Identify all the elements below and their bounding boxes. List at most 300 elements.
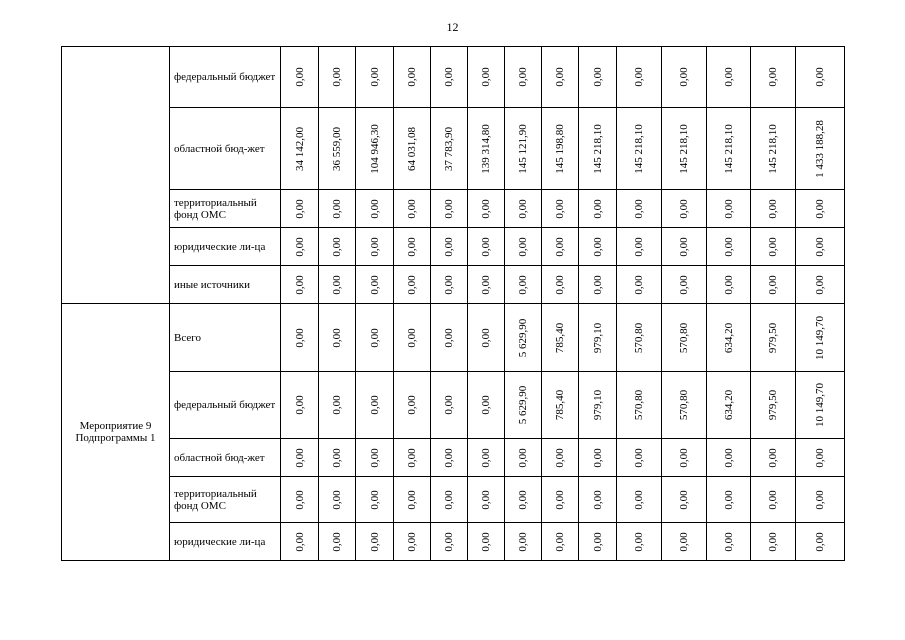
value-text: 0,00 — [814, 447, 826, 468]
value-text: 0,00 — [814, 67, 826, 87]
value-cell — [319, 439, 356, 477]
value-cell — [319, 372, 356, 439]
value-cell — [356, 477, 394, 523]
value-cell — [662, 228, 707, 266]
value-text: 0,00 — [443, 327, 455, 348]
value-text: 0,00 — [591, 531, 604, 552]
table-row — [62, 108, 845, 190]
value-text: 0,00 — [406, 274, 418, 295]
value-cell — [505, 477, 542, 523]
value-cell — [319, 47, 356, 108]
value-text: 0,00 — [443, 67, 455, 87]
value-cell — [579, 108, 617, 190]
value-text: 0,00 — [406, 198, 418, 219]
value-cell — [468, 228, 505, 266]
value-text: 0,00 — [633, 274, 645, 295]
value-cell — [394, 190, 431, 228]
value-cell — [662, 477, 707, 523]
value-text: 0,00 — [722, 236, 735, 257]
value-cell — [751, 304, 796, 372]
value-cell — [468, 304, 505, 372]
value-text: 0,00 — [767, 274, 779, 295]
value-cell — [579, 190, 617, 228]
value-text: 0,00 — [293, 327, 306, 348]
value-cell — [394, 108, 431, 190]
value-cell — [662, 439, 707, 477]
value-cell — [281, 47, 319, 108]
value-text: 37 783,90 — [443, 126, 455, 171]
table-row — [62, 47, 845, 108]
value-text: 0,00 — [406, 489, 418, 510]
value-cell — [617, 523, 662, 561]
value-text: 5 629,90 — [517, 318, 529, 357]
value-text: 0,00 — [678, 236, 690, 257]
value-cell — [356, 439, 394, 477]
value-cell — [394, 477, 431, 523]
value-text: 139 314,80 — [480, 123, 492, 174]
value-cell — [707, 304, 751, 372]
value-cell — [662, 190, 707, 228]
value-text: 0,00 — [368, 489, 381, 510]
value-cell — [751, 47, 796, 108]
value-text: 0,00 — [767, 236, 779, 257]
value-text: 0,00 — [368, 447, 381, 468]
value-cell — [707, 477, 751, 523]
value-text: 0,00 — [443, 395, 455, 415]
value-text: 0,00 — [480, 327, 492, 348]
table-row — [62, 523, 845, 561]
value-text: 0,00 — [480, 198, 492, 219]
value-text: 145 218,10 — [767, 123, 779, 174]
value-text: 0,00 — [554, 447, 566, 468]
value-cell — [319, 266, 356, 304]
value-text: 0,00 — [554, 489, 566, 510]
value-cell — [431, 266, 468, 304]
value-cell — [796, 372, 845, 439]
value-cell — [579, 477, 617, 523]
value-cell — [319, 304, 356, 372]
value-text: 0,00 — [406, 327, 418, 348]
value-text: 0,00 — [767, 67, 779, 87]
value-text: 0,00 — [554, 274, 566, 295]
value-text: 785,40 — [554, 389, 566, 421]
value-cell — [431, 47, 468, 108]
value-cell — [468, 372, 505, 439]
value-text: 0,00 — [480, 395, 492, 415]
value-cell — [542, 304, 579, 372]
value-cell — [394, 372, 431, 439]
value-text: 0,00 — [406, 236, 418, 257]
funding-source-cell: юридические ли-ца — [170, 228, 281, 266]
value-cell — [319, 523, 356, 561]
value-cell — [356, 266, 394, 304]
table-row — [62, 190, 845, 228]
value-text: 0,00 — [293, 236, 306, 257]
value-text: 0,00 — [517, 198, 529, 219]
value-cell — [281, 477, 319, 523]
value-cell — [394, 47, 431, 108]
value-cell — [505, 228, 542, 266]
value-text: 0,00 — [331, 531, 343, 552]
value-cell — [662, 266, 707, 304]
value-text: 979,10 — [591, 389, 604, 421]
value-cell — [707, 439, 751, 477]
value-text: 145 218,10 — [722, 123, 735, 174]
value-cell — [505, 523, 542, 561]
value-text: 0,00 — [443, 274, 455, 295]
value-cell — [707, 190, 751, 228]
value-cell — [707, 108, 751, 190]
value-cell — [796, 108, 845, 190]
value-cell — [468, 108, 505, 190]
value-cell — [542, 523, 579, 561]
value-cell — [751, 228, 796, 266]
value-text: 36 559,00 — [331, 126, 343, 171]
value-text: 0,00 — [517, 274, 529, 295]
value-cell — [281, 372, 319, 439]
event-name-cell — [62, 47, 170, 304]
value-cell — [468, 190, 505, 228]
value-text: 0,00 — [633, 236, 645, 257]
funding-source-cell: территориальный фонд ОМС — [170, 190, 281, 228]
value-cell — [751, 372, 796, 439]
value-text: 0,00 — [554, 236, 566, 257]
value-text: 0,00 — [633, 531, 645, 552]
value-text: 0,00 — [678, 274, 690, 295]
value-cell — [617, 190, 662, 228]
value-cell — [796, 304, 845, 372]
value-text: 0,00 — [517, 531, 529, 552]
value-cell — [281, 439, 319, 477]
value-cell — [468, 477, 505, 523]
value-text: 634,20 — [722, 322, 735, 353]
value-cell — [617, 439, 662, 477]
value-text: 0,00 — [678, 67, 690, 87]
funding-source-cell: федеральный бюджет — [170, 47, 281, 108]
value-text: 0,00 — [517, 236, 529, 257]
funding-source-cell: территориальный фонд ОМС — [170, 477, 281, 523]
value-text: 0,00 — [633, 447, 645, 468]
value-text: 0,00 — [480, 67, 492, 87]
value-cell — [431, 523, 468, 561]
value-text: 0,00 — [368, 67, 381, 87]
value-text: 10 149,70 — [814, 383, 826, 427]
funding-source-cell: областной бюд-жет — [170, 108, 281, 190]
value-cell — [662, 304, 707, 372]
value-cell — [662, 47, 707, 108]
value-text: 0,00 — [554, 67, 566, 87]
event-name-cell: Мероприятие 9 Подпрограммы 1 — [62, 304, 170, 561]
value-text: 0,00 — [293, 447, 306, 468]
value-text: 979,10 — [591, 322, 604, 353]
funding-source-cell: иные источники — [170, 266, 281, 304]
value-text: 0,00 — [722, 447, 735, 468]
value-cell — [542, 108, 579, 190]
value-text: 0,00 — [554, 531, 566, 552]
value-cell — [505, 439, 542, 477]
value-cell — [394, 228, 431, 266]
value-text: 0,00 — [293, 531, 306, 552]
value-cell — [431, 228, 468, 266]
funding-source-cell: Всего — [170, 304, 281, 372]
value-text: 0,00 — [678, 489, 690, 510]
value-text: 0,00 — [678, 447, 690, 468]
value-cell — [751, 266, 796, 304]
value-cell — [796, 190, 845, 228]
value-cell — [617, 372, 662, 439]
value-cell — [707, 47, 751, 108]
value-text: 0,00 — [591, 67, 604, 87]
value-cell — [468, 47, 505, 108]
value-cell — [579, 523, 617, 561]
value-text: 0,00 — [814, 198, 826, 219]
value-cell — [542, 266, 579, 304]
value-text: 0,00 — [591, 274, 604, 295]
value-cell — [281, 266, 319, 304]
value-text: 634,20 — [722, 389, 735, 421]
value-cell — [542, 228, 579, 266]
value-text: 0,00 — [767, 198, 779, 219]
value-text: 979,50 — [767, 389, 779, 421]
value-text: 0,00 — [406, 67, 418, 87]
table-row — [62, 266, 845, 304]
value-text: 0,00 — [406, 447, 418, 468]
value-text: 0,00 — [368, 327, 381, 348]
value-cell — [319, 190, 356, 228]
value-text: 0,00 — [443, 198, 455, 219]
value-cell — [751, 523, 796, 561]
value-text: 0,00 — [331, 327, 343, 348]
value-cell — [751, 439, 796, 477]
value-text: 0,00 — [554, 198, 566, 219]
value-cell — [431, 439, 468, 477]
value-cell — [796, 439, 845, 477]
value-cell — [468, 439, 505, 477]
table-row — [62, 439, 845, 477]
value-text: 979,50 — [767, 322, 779, 353]
value-text: 0,00 — [633, 67, 645, 87]
value-cell — [707, 523, 751, 561]
value-text: 0,00 — [368, 395, 381, 415]
value-cell — [356, 190, 394, 228]
value-text: 0,00 — [480, 274, 492, 295]
value-cell — [617, 47, 662, 108]
value-text: 0,00 — [633, 198, 645, 219]
value-cell — [751, 108, 796, 190]
value-text: 0,00 — [722, 198, 735, 219]
value-text: 0,00 — [293, 395, 306, 415]
value-text: 0,00 — [591, 198, 604, 219]
value-cell — [394, 304, 431, 372]
value-text: 0,00 — [767, 447, 779, 468]
page-number: 12 — [446, 20, 459, 34]
value-cell — [796, 523, 845, 561]
value-text: 0,00 — [767, 489, 779, 510]
value-cell — [579, 266, 617, 304]
value-cell — [356, 304, 394, 372]
value-text: 145 121,90 — [517, 123, 529, 174]
value-text: 0,00 — [443, 489, 455, 510]
value-cell — [662, 108, 707, 190]
value-text: 0,00 — [480, 447, 492, 468]
value-text: 64 031,08 — [406, 126, 418, 171]
value-text: 0,00 — [814, 489, 826, 510]
value-cell — [356, 108, 394, 190]
value-cell — [356, 372, 394, 439]
value-text: 0,00 — [814, 531, 826, 552]
value-cell — [505, 304, 542, 372]
value-cell — [468, 266, 505, 304]
value-cell — [579, 439, 617, 477]
value-cell — [319, 108, 356, 190]
value-text: 0,00 — [722, 531, 735, 552]
value-cell — [707, 228, 751, 266]
value-cell — [617, 304, 662, 372]
value-text: 0,00 — [517, 447, 529, 468]
value-text: 0,00 — [678, 198, 690, 219]
value-text: 0,00 — [293, 489, 306, 510]
value-text: 0,00 — [767, 531, 779, 552]
value-text: 570,80 — [633, 322, 645, 353]
value-text: 0,00 — [443, 531, 455, 552]
funding-source-cell: областной бюд-жет — [170, 439, 281, 477]
value-cell — [394, 523, 431, 561]
value-text: 0,00 — [331, 395, 343, 415]
value-cell — [662, 523, 707, 561]
value-text: 0,00 — [331, 274, 343, 295]
value-text: 0,00 — [331, 489, 343, 510]
value-cell — [431, 190, 468, 228]
value-text: 570,80 — [678, 322, 690, 353]
value-text: 570,80 — [678, 389, 690, 421]
value-text: 0,00 — [293, 198, 306, 219]
value-cell — [707, 266, 751, 304]
table-row — [62, 304, 845, 372]
value-text: 0,00 — [293, 67, 306, 87]
value-cell — [579, 47, 617, 108]
value-cell — [394, 439, 431, 477]
value-cell — [542, 477, 579, 523]
value-text: 0,00 — [368, 236, 381, 257]
value-cell — [662, 372, 707, 439]
value-cell — [796, 477, 845, 523]
value-cell — [751, 477, 796, 523]
value-cell — [394, 266, 431, 304]
value-cell — [542, 190, 579, 228]
value-text: 0,00 — [722, 274, 735, 295]
value-text: 0,00 — [331, 236, 343, 257]
value-text: 5 629,90 — [517, 385, 529, 425]
value-cell — [281, 523, 319, 561]
value-text: 0,00 — [591, 236, 604, 257]
value-text: 0,00 — [331, 447, 343, 468]
value-cell — [796, 47, 845, 108]
value-text: 0,00 — [406, 395, 418, 415]
value-cell — [617, 108, 662, 190]
value-text: 0,00 — [814, 274, 826, 295]
value-text: 0,00 — [480, 236, 492, 257]
value-cell — [505, 47, 542, 108]
value-cell — [468, 523, 505, 561]
value-text: 0,00 — [443, 236, 455, 257]
value-cell — [281, 108, 319, 190]
value-text: 1 433 188,28 — [814, 119, 826, 178]
value-text: 785,40 — [554, 322, 566, 353]
value-cell — [281, 228, 319, 266]
value-text: 0,00 — [293, 274, 306, 295]
value-text: 0,00 — [331, 198, 343, 219]
value-text: 0,00 — [633, 489, 645, 510]
value-cell — [617, 266, 662, 304]
value-text: 145 218,10 — [633, 123, 645, 174]
value-text: 0,00 — [722, 67, 735, 87]
value-text: 0,00 — [368, 274, 381, 295]
value-cell — [617, 477, 662, 523]
value-text: 0,00 — [722, 489, 735, 510]
value-text: 0,00 — [480, 531, 492, 552]
value-cell — [579, 304, 617, 372]
value-cell — [579, 228, 617, 266]
value-text: 0,00 — [517, 489, 529, 510]
value-text: 0,00 — [678, 531, 690, 552]
value-text: 10 149,70 — [814, 315, 826, 360]
value-text: 104 946,30 — [368, 123, 381, 174]
value-cell — [281, 304, 319, 372]
value-cell — [505, 266, 542, 304]
value-cell — [542, 47, 579, 108]
value-text: 0,00 — [591, 447, 604, 468]
budget-table — [61, 46, 845, 561]
table-row — [62, 228, 845, 266]
value-text: 0,00 — [368, 198, 381, 219]
funding-source-cell: федеральный бюджет — [170, 372, 281, 439]
value-cell — [356, 47, 394, 108]
value-cell — [356, 228, 394, 266]
value-cell — [319, 477, 356, 523]
value-text: 0,00 — [814, 236, 826, 257]
value-cell — [281, 190, 319, 228]
value-cell — [431, 372, 468, 439]
value-cell — [751, 190, 796, 228]
value-cell — [617, 228, 662, 266]
value-text: 0,00 — [368, 531, 381, 552]
value-cell — [796, 266, 845, 304]
value-cell — [431, 477, 468, 523]
value-cell — [505, 190, 542, 228]
value-cell — [796, 228, 845, 266]
value-text: 570,80 — [633, 389, 645, 421]
value-text: 0,00 — [331, 67, 343, 87]
value-cell — [505, 108, 542, 190]
table-row — [62, 372, 845, 439]
value-text: 145 198,80 — [554, 123, 566, 174]
value-cell — [319, 228, 356, 266]
value-cell — [356, 523, 394, 561]
value-text: 0,00 — [406, 531, 418, 552]
value-text: 34 142,00 — [293, 126, 306, 171]
table-row — [62, 477, 845, 523]
value-text: 145 218,10 — [678, 123, 690, 174]
value-cell — [579, 372, 617, 439]
value-cell — [505, 372, 542, 439]
value-text: 0,00 — [480, 489, 492, 510]
value-cell — [707, 372, 751, 439]
value-text: 0,00 — [443, 447, 455, 468]
value-cell — [542, 372, 579, 439]
value-text: 0,00 — [591, 489, 604, 510]
funding-source-cell: юридические ли-ца — [170, 523, 281, 561]
value-cell — [431, 304, 468, 372]
